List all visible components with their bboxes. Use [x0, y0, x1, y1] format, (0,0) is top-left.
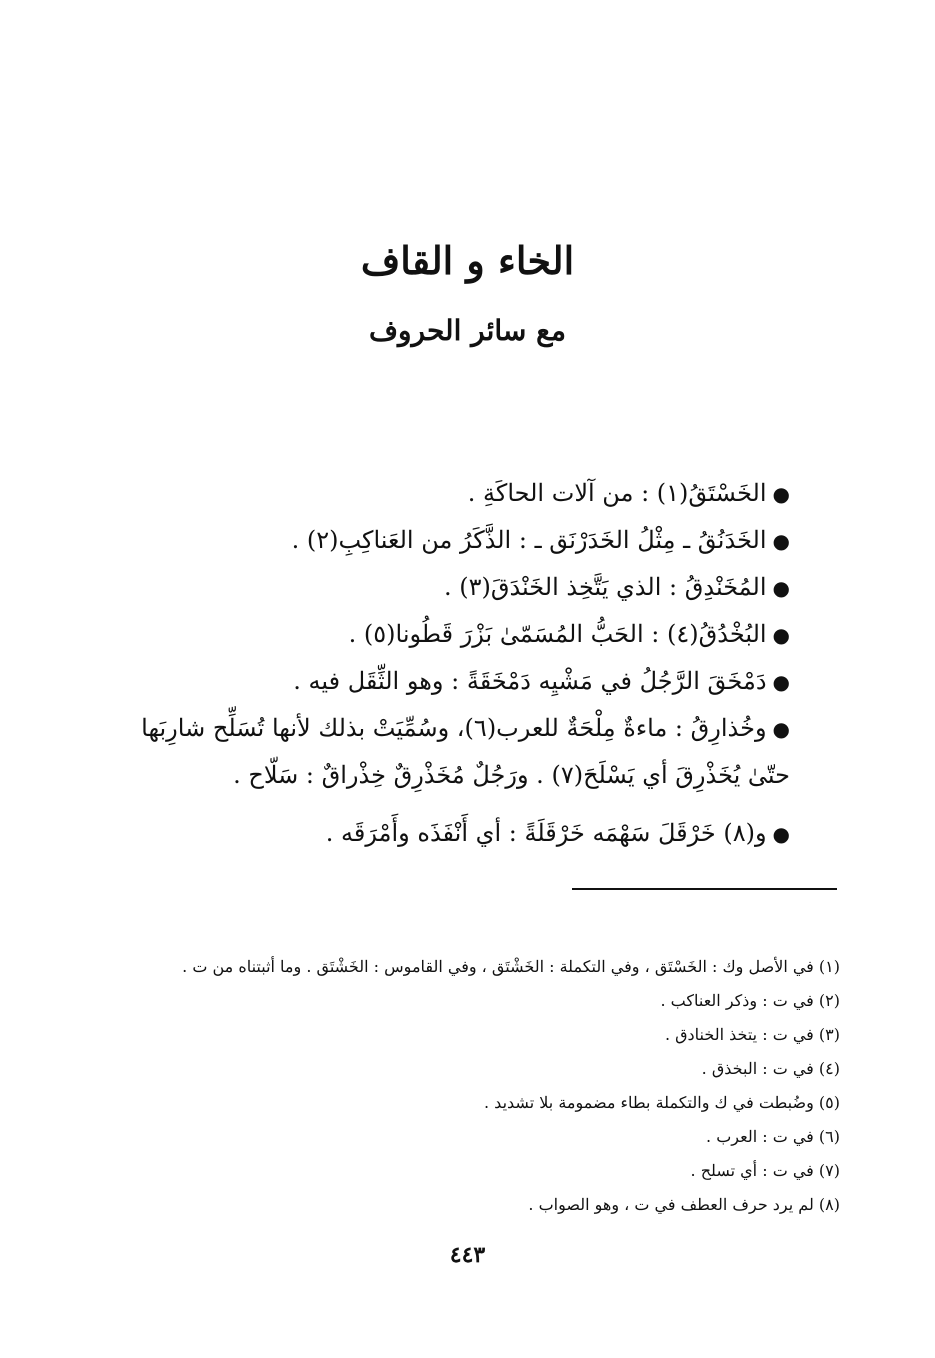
footnote: (٥) وضُبطت في ك والتكملة بطاء مضمومة بلا تشديد . [484, 1093, 840, 1112]
entry-text: البُخْدُقُ(٤) : الحَبُّ المُسَمّىٰ بَزْرَ قَطُونا(٥) . [348, 620, 767, 648]
footnote: (١) في الأصل وك : الخَسْتَق ، وفي التكملة : الخَشْتَق ، وفي القاموس : الخَشْتَق . وما أثبتناه من ت . [182, 957, 840, 976]
bullet-icon: ● [772, 717, 790, 741]
footnote: (٣) في ت : يتخذ الخنادق . [664, 1025, 840, 1044]
chapter-subtitle: مع سائر الحروف [368, 314, 566, 347]
footnote-divider [572, 888, 837, 890]
dictionary-entry [100, 658, 790, 705]
footnote: (٧) في ت : أي تسلح . [690, 1161, 840, 1180]
dictionary-entry [100, 611, 790, 658]
page-number: ٤٤٣ [449, 1242, 486, 1268]
footnote: (٢) في ت : وذكر العناكب . [660, 991, 840, 1010]
footnotes [140, 950, 840, 1222]
entry-text: الخَسْتَقُ(١) : من آلات الحاكَةِ . [467, 479, 767, 507]
entry-text: وخُذارِقُ : ماءةٌ مِلْحَةٌ للعرب(٦)، وسُمِّيَتْ بذلك لأنها تُسَلِّح شارِبَها حتّىٰ يُخَذْرِقَ أي يَسْلَحَ(٧) . ورَجُلٌ مُخَذْرِقٌ خِذْراقٌ : سَلّاح . [141, 714, 790, 789]
footnote: (٨) لم يرد حرف العطف في ت ، وهو الصواب . [528, 1195, 840, 1214]
bullet-icon: ● [772, 822, 790, 846]
bullet-icon: ● [772, 482, 790, 506]
entry-text: دَمْخَقَ الرَّجُلُ في مَشْيِه دَمْخَقَةً : وهو الثِّقَل فيه . [293, 667, 767, 695]
footnote: (٤) في ت : البخذق . [701, 1059, 840, 1078]
dictionary-entry [100, 705, 790, 798]
bullet-icon: ● [772, 529, 790, 553]
chapter-title: الخاء و القاف [360, 238, 575, 283]
dictionary-entry [100, 470, 790, 517]
dictionary-entry [100, 810, 790, 857]
footnote: (٦) في ت : العرب . [706, 1127, 840, 1146]
entry-text: الخَدَنُقُ ـ مِثْلُ الخَدَرْنَق ـ : الذَّكَرُ من العَناكِبِ(٢) . [291, 526, 767, 554]
entry-text: و(٨) خَرْقَلَ سَهْمَه خَرْقَلَةً : أي أَنْفَذَه وأَمْرَقَه . [325, 819, 767, 847]
entry-text: المُخَنْدِقُ : الذي يَتَّخِذ الخَنْدَقَ(٣) . [443, 573, 767, 601]
bullet-icon: ● [772, 576, 790, 600]
dictionary-entry [100, 564, 790, 611]
bullet-icon: ● [772, 623, 790, 647]
dictionary-entry [100, 517, 790, 564]
dictionary-entries [100, 470, 790, 857]
bullet-icon: ● [772, 670, 790, 694]
